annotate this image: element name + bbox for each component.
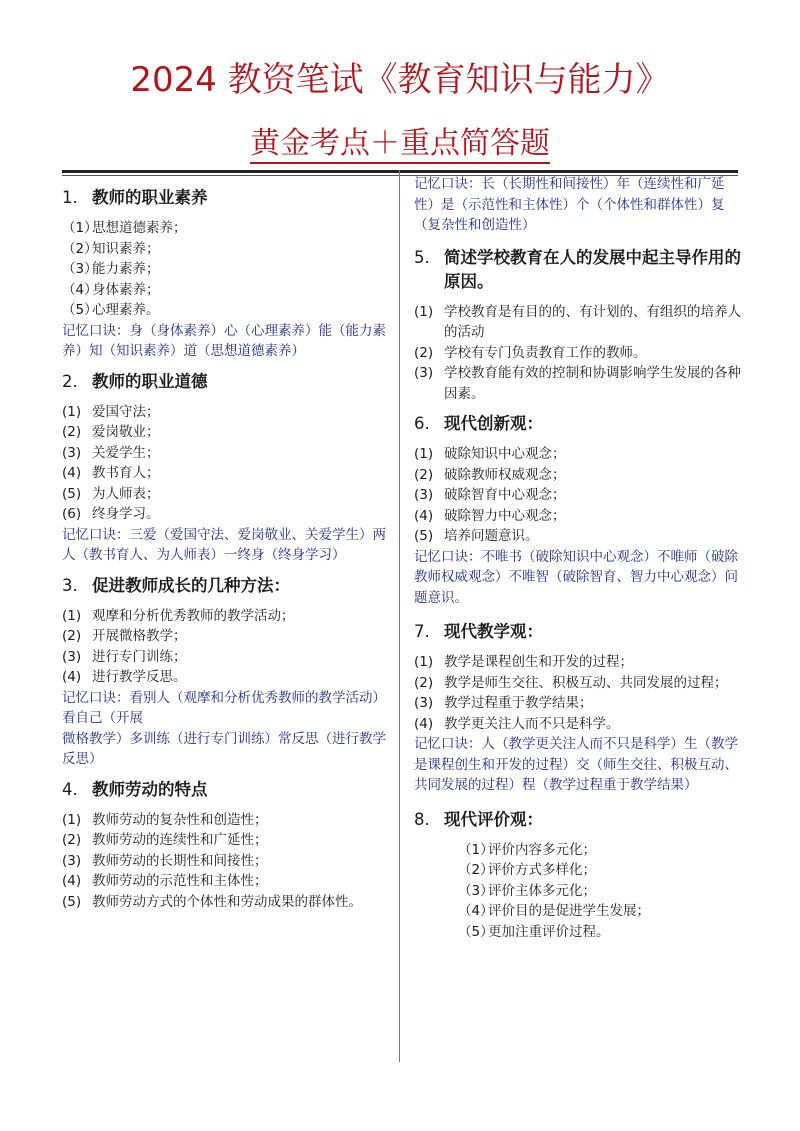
item-text: 教师劳动方式的个体性和劳动成果的群体性。 — [92, 893, 362, 910]
section-7 — [414, 620, 744, 796]
item-number: (3) — [62, 444, 82, 461]
list-item — [414, 860, 744, 881]
list-item — [62, 667, 392, 688]
section-6 — [414, 412, 744, 608]
section-title: 教师的职业素养 — [92, 188, 208, 207]
section-number: 6. — [414, 414, 430, 433]
list-item — [414, 693, 744, 714]
item-number: (3) — [414, 365, 434, 381]
section-heading — [62, 778, 392, 802]
item-text: 能力素养； — [92, 261, 160, 277]
item-number: (2) — [414, 466, 434, 483]
item-number: (2) — [62, 628, 82, 644]
section-heading — [414, 620, 744, 644]
item-number: (1) — [414, 446, 434, 462]
section-4 — [62, 778, 392, 913]
document-subtitle — [0, 124, 800, 168]
subtitle-text: 黄金考点＋重点简答题 — [250, 126, 550, 164]
item-number: (2) — [62, 832, 82, 848]
section-8 — [414, 808, 744, 943]
list-item — [414, 840, 744, 861]
item-number: （3） — [62, 261, 98, 277]
mnemonic-text: 记忆口诀：三爱（爱国守法、爱岗敬业、关爱学生）两人（教书育人、为人师表）一终身（终身学习） — [62, 526, 386, 563]
item-text: 爱岗敬业； — [92, 424, 160, 440]
item-text: 身体素养； — [92, 281, 160, 298]
item-number: (3) — [62, 648, 82, 665]
item-number: (1) — [62, 607, 82, 624]
section-title: 现代创新观： — [444, 414, 543, 433]
list-item — [414, 485, 744, 506]
section-number: 2. — [62, 371, 78, 391]
list-item — [62, 626, 392, 647]
section-heading — [62, 370, 392, 394]
section-title: 简述学校教育在人的发展中起主导作用的原因。 — [444, 247, 741, 291]
item-text: 更加注重评价过程。 — [488, 923, 610, 940]
list-item — [414, 444, 744, 465]
item-text: 教师劳动的示范性和主体性； — [92, 873, 268, 889]
section-number: 7. — [414, 622, 430, 641]
item-text: 开展微格教学； — [92, 628, 187, 644]
column-divider — [399, 170, 400, 1062]
section-heading — [62, 574, 392, 598]
item-number: (4) — [414, 507, 434, 524]
list-item — [62, 606, 392, 627]
item-text: 关爱学生； — [92, 444, 160, 461]
list-item — [414, 901, 744, 922]
mnemonic-text: 记忆口诀：不唯书（破除知识中心观念）不唯师（破除教师权威观念）不唯智（破除智育、智力中心观念）问题意识。 — [414, 548, 738, 606]
item-number: (5) — [62, 485, 82, 502]
item-text: 爱国守法； — [92, 403, 160, 420]
item-number: (6) — [62, 506, 82, 522]
item-number: (2) — [62, 424, 82, 440]
item-number: （5） — [458, 923, 494, 940]
item-number: (4) — [62, 873, 82, 889]
list-item — [62, 504, 392, 525]
item-number: (4) — [62, 465, 82, 481]
list-item — [414, 363, 744, 404]
item-text: 进行专门训练； — [92, 648, 187, 665]
list-item — [62, 422, 392, 443]
list-item — [62, 851, 392, 872]
item-text: 教师劳动的连续性和广延性； — [92, 832, 268, 848]
item-number: (1) — [414, 654, 434, 670]
list-item — [414, 506, 744, 527]
list-item — [414, 881, 744, 902]
item-number: (3) — [414, 695, 434, 711]
section-title: 现代评价观： — [444, 809, 543, 829]
section-number: 4. — [62, 779, 78, 799]
section-heading — [62, 186, 392, 210]
item-number: (4) — [62, 669, 82, 685]
section-1 — [62, 186, 392, 362]
item-text: 评价方式多样化； — [488, 862, 596, 878]
item-text: 学校有专门负责教育工作的教师。 — [444, 344, 647, 361]
item-text: 教学是师生交往、积极互动、共同发展的过程； — [444, 674, 728, 691]
item-number: （5） — [62, 302, 98, 318]
item-number: (4) — [414, 715, 434, 732]
list-item — [62, 484, 392, 505]
item-number: (5) — [414, 528, 434, 544]
item-number: （4） — [62, 281, 98, 298]
item-number: （2） — [458, 862, 494, 878]
item-text: 心理素养。 — [92, 302, 160, 318]
item-text: 教学是课程创生和开发的过程； — [444, 654, 633, 670]
item-number: (3) — [414, 487, 434, 503]
item-text: 破除智力中心观念； — [444, 507, 566, 524]
item-number: (2) — [414, 344, 434, 361]
item-number: （1） — [62, 220, 98, 236]
list-item — [62, 218, 392, 239]
list-item — [62, 463, 392, 484]
item-text: 培养问题意识。 — [444, 528, 539, 544]
item-text: 教师劳动的复杂性和创造性； — [92, 811, 268, 828]
item-text: 破除教师权威观念； — [444, 466, 566, 483]
item-text: 教学更关注人而不只是科学。 — [444, 715, 620, 732]
item-number: （1） — [458, 841, 494, 858]
list-item — [414, 652, 744, 673]
section-5 — [414, 246, 744, 405]
item-text: 教学过程重于教学结果； — [444, 695, 593, 711]
list-item — [414, 922, 744, 943]
section-3 — [62, 574, 392, 770]
section-title: 教师的职业道德 — [92, 371, 208, 391]
item-number: （2） — [62, 240, 98, 257]
list-item — [62, 280, 392, 301]
item-number: (5) — [62, 893, 82, 910]
item-text: 思想道德素养； — [92, 220, 187, 236]
item-text: 破除知识中心观念； — [444, 446, 566, 462]
list-item — [62, 830, 392, 851]
item-text: 破除智育中心观念； — [444, 487, 566, 503]
item-text: 进行教学反思。 — [92, 669, 187, 685]
item-text: 学校教育能有效的控制和协调影响学生发展的各种因素。 — [444, 365, 741, 402]
item-number: (3) — [62, 852, 82, 869]
item-text: 评价目的是促进学生发展； — [488, 903, 650, 919]
list-item — [414, 673, 744, 694]
section-title: 促进教师成长的几种方法： — [92, 575, 290, 595]
section-title: 现代教学观： — [444, 622, 543, 641]
item-text: 教师劳动的长期性和间接性； — [92, 852, 268, 869]
list-item — [62, 239, 392, 260]
list-item — [414, 465, 744, 486]
item-text: 教书育人； — [92, 465, 160, 481]
section-heading — [414, 808, 744, 832]
section-number: 1. — [62, 188, 78, 207]
left-column — [62, 178, 392, 912]
section-number: 5. — [414, 247, 430, 267]
header-rule-thick — [62, 170, 738, 173]
item-number: （4） — [458, 903, 494, 919]
item-number: (1) — [414, 303, 434, 320]
document-title: 2024 教资笔试《教育知识与能力》 — [130, 60, 670, 100]
section-number: 8. — [414, 809, 430, 829]
item-text: 终身学习。 — [92, 506, 160, 522]
item-text: 评价主体多元化； — [488, 882, 596, 899]
item-number: (1) — [62, 811, 82, 828]
list-item — [414, 526, 744, 547]
item-text: 评价内容多元化； — [488, 841, 596, 858]
list-item — [62, 810, 392, 831]
list-item — [62, 259, 392, 280]
mnemonic-text-carryover: 记忆口诀：长（长期性和间接性）年（连续性和广延性）是（示范性和主体性）个（个体性和群体性）复（复杂性和创造性） — [414, 176, 725, 233]
item-number: （3） — [458, 882, 494, 899]
list-item — [414, 302, 744, 343]
item-text: 知识素养； — [92, 240, 160, 257]
mnemonic-text-line-2: 微格教学）多训练（进行专门训练）常反思（进行教学反思） — [62, 730, 386, 767]
section-heading — [414, 246, 744, 294]
list-item — [62, 647, 392, 668]
mnemonic-text-line-1: 记忆口诀：看别人（观摩和分析优秀教师的教学活动）看自己（开展 — [62, 689, 386, 726]
section-heading — [414, 412, 744, 436]
item-text: 为人师表； — [92, 485, 160, 502]
mnemonic-text: 记忆口诀：人（教学更关注人而不只是科学）生（教学是课程创生和开发的过程）交（师生交往、积极互动、共同发展的过程）程（教学过程重于教学结果） — [414, 736, 738, 793]
section-number: 3. — [62, 575, 78, 595]
item-text: 学校教育是有目的的、有计划的、有组织的培养人的活动 — [444, 303, 741, 340]
list-item — [62, 892, 392, 913]
mnemonic-text: 记忆口诀：身（身体素养）心（心理素养）能（能力素养）知（知识素养）道（思想道德素养） — [62, 322, 386, 359]
list-item — [62, 871, 392, 892]
list-item — [62, 402, 392, 423]
list-item — [414, 343, 744, 364]
list-item — [62, 443, 392, 464]
item-number: (2) — [414, 674, 434, 691]
section-2 — [62, 370, 392, 566]
right-column — [414, 174, 744, 942]
list-item — [62, 300, 392, 321]
list-item — [414, 714, 744, 735]
item-number: (1) — [62, 403, 82, 420]
section-title: 教师劳动的特点 — [92, 779, 208, 799]
item-text: 观摩和分析优秀教师的教学活动； — [92, 607, 295, 624]
